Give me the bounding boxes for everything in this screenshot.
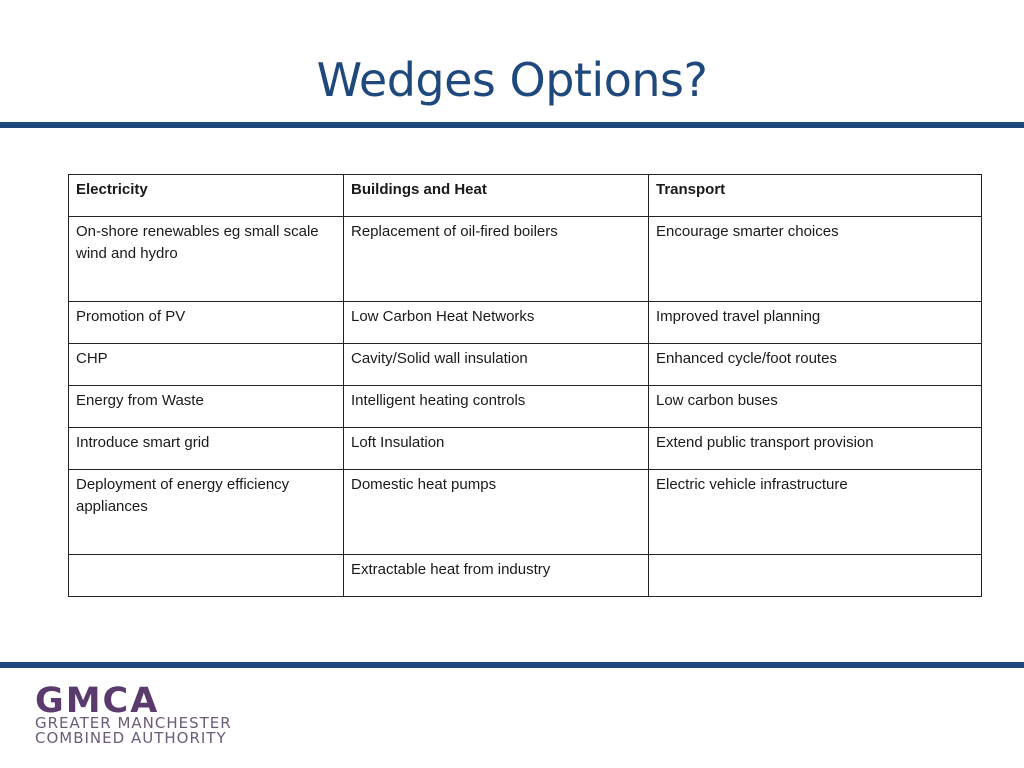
logo-line-2: COMBINED AUTHORITY <box>35 729 227 747</box>
table-cell: On-shore renewables eg small scale wind and hydro <box>69 217 344 302</box>
table-cell: Domestic heat pumps <box>344 470 649 555</box>
wedges-table <box>68 174 982 597</box>
table-cell: Low Carbon Heat Networks <box>344 302 649 344</box>
table-cell: Deployment of energy efficiency appliances <box>69 470 344 555</box>
table-cell: Enhanced cycle/foot routes <box>649 344 982 386</box>
column-header-electricity: Electricity <box>69 175 344 217</box>
table-cell: Cavity/Solid wall insulation <box>344 344 649 386</box>
table-cell: Loft Insulation <box>344 428 649 470</box>
table-row <box>69 386 982 428</box>
table-cell: CHP <box>69 344 344 386</box>
table-cell: Electric vehicle infrastructure <box>649 470 982 555</box>
table-row <box>69 217 982 302</box>
table-cell: Extend public transport provision <box>649 428 982 470</box>
table-cell: Energy from Waste <box>69 386 344 428</box>
table-cell <box>69 555 344 597</box>
table-row <box>69 344 982 386</box>
column-header-buildings-and-heat: Buildings and Heat <box>344 175 649 217</box>
gmca-logo <box>35 681 275 748</box>
page-title: Wedges Options? <box>316 53 708 107</box>
table-cell: Promotion of PV <box>69 302 344 344</box>
table-cell <box>649 555 982 597</box>
table-header-row <box>69 175 982 217</box>
table-cell: Encourage smarter choices <box>649 217 982 302</box>
table-cell: Replacement of oil-fired boilers <box>344 217 649 302</box>
logo-line-1: GREATER MANCHESTER <box>35 714 232 732</box>
table-row <box>69 470 982 555</box>
footer-divider <box>0 662 1024 668</box>
table-cell: Intelligent heating controls <box>344 386 649 428</box>
table-cell: Introduce smart grid <box>69 428 344 470</box>
header-divider <box>0 122 1024 128</box>
logo-mark: GMCA <box>35 681 160 721</box>
column-header-transport: Transport <box>649 175 982 217</box>
table-cell: Extractable heat from industry <box>344 555 649 597</box>
table-cell: Improved travel planning <box>649 302 982 344</box>
table-row <box>69 555 982 597</box>
table-row <box>69 302 982 344</box>
table-cell: Low carbon buses <box>649 386 982 428</box>
table-row <box>69 428 982 470</box>
